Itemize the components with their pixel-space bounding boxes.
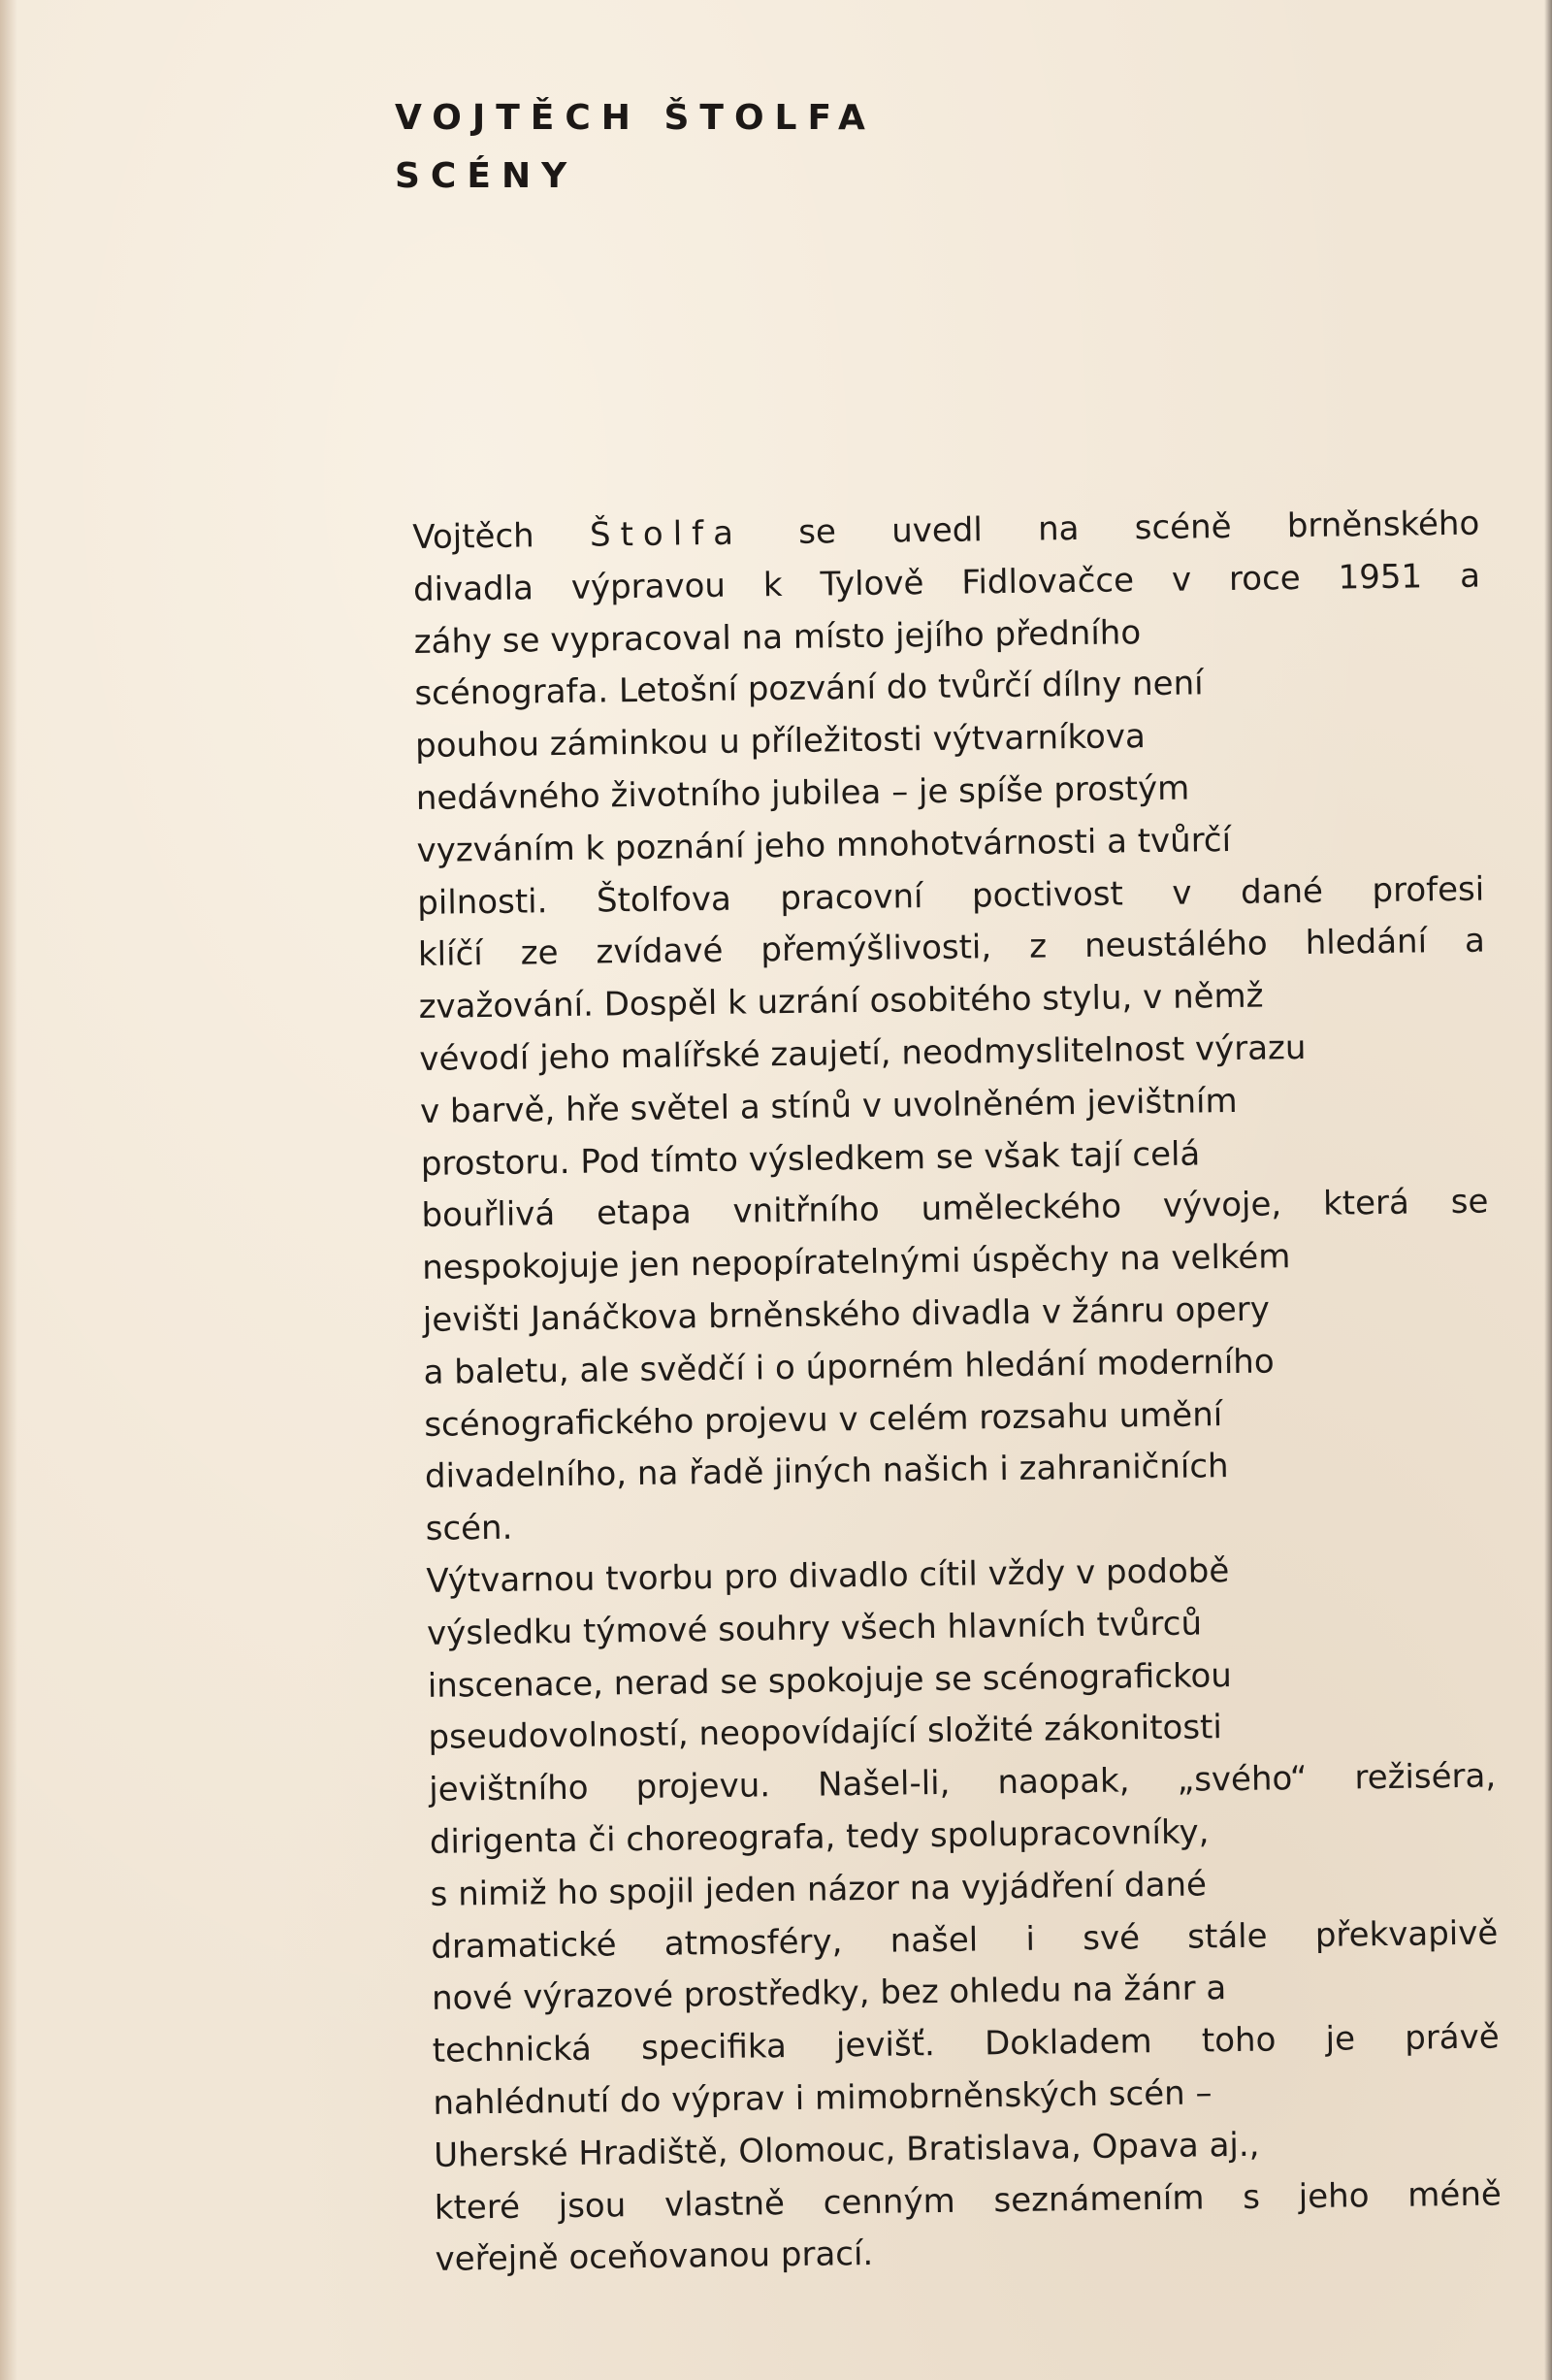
text-line: scénografického projevu v celém rozsahu umění (424, 1394, 1223, 1445)
paragraph (412, 499, 1493, 1556)
author-name: VOJTĚCH ŠTOLFA (395, 98, 876, 138)
text-line: nahlédnutí do výprav i mimobrněnských scén – (433, 2073, 1212, 2123)
text-line: divadelního, na řadě jiných našich i zahraničních (424, 1447, 1229, 1497)
text-line: Výtvarnou tvorbu pro divadlo cítil vždy v podobě (426, 1551, 1230, 1601)
page-edge-right (1544, 0, 1552, 2380)
text-line: nespokojuje jen nepopíratelnými úspěchy na velkém (421, 1237, 1291, 1288)
text-line: pilnosti. Štolfova pracovní poctivost v dané profesi (417, 869, 1485, 923)
text-line: vévodí jeho malířské zaujetí, neodmyslitelnost výrazu (419, 1027, 1307, 1079)
text-line: s nimiž ho spojil jeden názor na vyjádření dané (430, 1865, 1208, 1914)
text-line: scén. (425, 1508, 513, 1549)
text-line: dirigenta či choreografa, tedy spolupracovníky, (429, 1812, 1210, 1862)
text-line: Uherské Hradiště, Olomouc, Bratislava, Opava aj., (433, 2125, 1260, 2175)
text-line: klíčí ze zvídavé přemýšlivosti, z neustálého hledání a (417, 921, 1486, 975)
document-header (395, 89, 876, 206)
text-line: záhy se vypracoval na místo jejího předního (413, 612, 1142, 662)
text-line: prostoru. Pod tímto výsledkem se však tají celá (420, 1133, 1201, 1184)
text-line: nedávného životního jubilea – je spíše prostým (415, 768, 1190, 818)
author-surname-spaced: Štolfa (589, 513, 744, 555)
page-edge-left (0, 0, 17, 2380)
text-line-tail: se uvedl na scéně brněnského (742, 504, 1480, 553)
text-line: výsledku týmové souhry všech hlavních tvůrců (426, 1604, 1203, 1653)
text-line: jevištního projevu. Našel-li, naopak, „svého“ režiséra, (428, 1756, 1497, 1810)
body-text (412, 499, 1503, 2287)
text-line: technická specifika jevišť. Dokladem toho je právě (432, 2017, 1500, 2070)
text-line: a baletu, ale svědčí i o úporném hledání moderního (423, 1342, 1275, 1392)
text-line: pouhou záminkou u příležitosti výtvarníkova (414, 717, 1147, 766)
text-line: vyzváním k poznání jeho mnohotvárnosti a tvůrčí (416, 820, 1232, 870)
text-line: divadla výpravou k Tylově Fidlovačce v roce 1951 a (412, 556, 1481, 609)
text-line-lead: Vojtěch (412, 515, 591, 557)
text-line: nové výrazové prostředky, bez ohledu na žánr a (431, 1969, 1227, 2019)
text-line: pseudovolností, neopovídající složité zákonitosti (428, 1708, 1223, 1758)
text-line: dramatické atmosféry, našel i své stále překvapivě (431, 1912, 1499, 1967)
text-line: bouřlivá etapa vnitřního uměleckého vývoje, která se (421, 1182, 1489, 1236)
text-line: které jsou vlastně cenným seznámením s jeho méně (434, 2173, 1503, 2228)
text-line: veřejně oceňovanou prací. (435, 2234, 874, 2280)
text-line: zvažování. Dospěl k uzrání osobitého stylu, v němž (418, 976, 1264, 1027)
text-line: jevišti Janáčkova brněnského divadla v žánru opery (422, 1289, 1271, 1340)
text-line: scénografa. Letošní pozvání do tvůrčí dílny není (414, 664, 1204, 714)
text-line: inscenace, nerad se spokojuje se scénografickou (427, 1655, 1233, 1706)
document-title: SCÉNY (395, 156, 578, 196)
paragraph (426, 1542, 1503, 2286)
text-line: v barvě, hře světel a stínů v uvolněném jevištním (419, 1081, 1238, 1131)
